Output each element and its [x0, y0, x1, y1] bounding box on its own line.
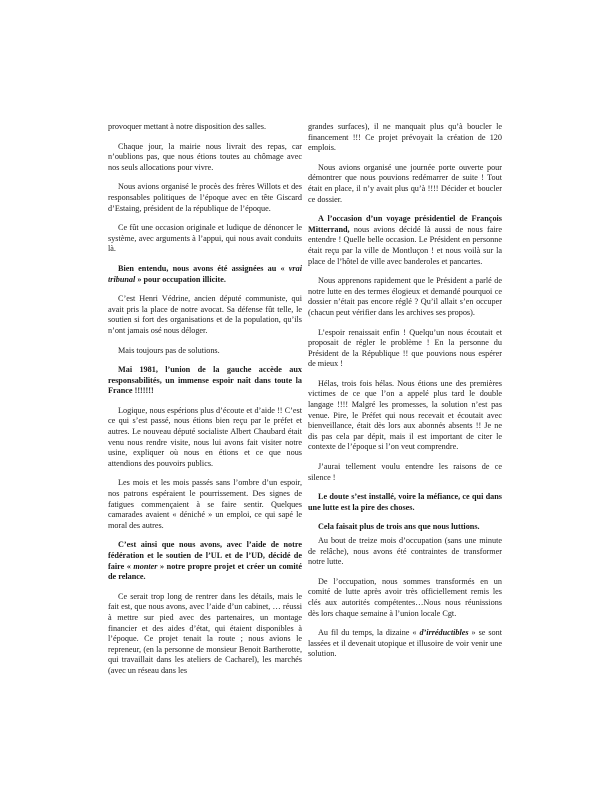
- italic-text: d’irréductibles: [419, 628, 469, 638]
- paragraph: Nous avions organisé une journée porte ouverte pour démontrer que nous pouvions redémarrer de suite ! Tout était en place, il n’y avait plus qu’à !!!! Décider et boucler ce dossier.: [308, 162, 502, 204]
- paragraph: grandes surfaces), il ne manquait plus qu’à boucler le financement !!! Ce projet prévoyait la création de 120 emplois.: [308, 122, 502, 153]
- paragraph: Logique, nous espérions plus d’écoute et d’aide !! C’est ce qui s’est passé, nous étions bien reçu par le préfet et autres. Le nouveau député socialiste Albert Chaubard était venu nous rendre visite, nous lui avons fait visiter notre usine, expliquer où nous en étions et ce que nous attendions des pouvoirs publics.: [108, 405, 302, 468]
- text-run: C’est ainsi que nous avons, avec l’aide de notre fédération et le soutien de l’UL et de l’UD, décidé de faire «: [108, 540, 302, 571]
- paragraph: L’espoir renaissait enfin ! Quelqu’un nous écoutait et proposait de régler le problème ! En la personne du Président de la République !! que pouvions nous espérer de mieux !: [308, 327, 502, 369]
- text-run: Au fil du temps, la dizaine «: [318, 628, 420, 638]
- text-run: » notre propre projet et créer un comité de relance.: [108, 561, 302, 582]
- paragraph: Chaque jour, la mairie nous livrait des repas, car n’oublions pas, que nous étions toutes au chômage avec nos seuls allocations pour vivre.: [108, 141, 302, 172]
- text-run: Bien entendu, nous avons été assignées au «: [118, 263, 289, 273]
- bold-paragraph: Mai 1981, l’union de la gauche accède aux responsabilités, un immense espoir naît dans toute la France !!!!!!!: [108, 365, 302, 396]
- paragraph: J’aurai tellement voulu entendre les raisons de ce silence !: [308, 462, 502, 482]
- bold-paragraph: Cela faisait plus de trois ans que nous luttions.: [318, 522, 480, 532]
- paragraph: [308, 214, 502, 267]
- paragraph: Ce serait trop long de rentrer dans les détails, mais le fait est, que nous avons, avec l’aide d’un cabinet, … réussi à mettre sur pied avec des partenaires, un montage financier et des aides d’état, qui étaient disponibles à l’époque. Ce projet tenait la route ; nous avions le repreneur, (en la personne de monsieur Benoit Bartherotte, qui travaillait dans les ateliers de Cacharel), les marchés (avec un réseau dans les: [108, 591, 302, 675]
- paragraph: [308, 628, 502, 660]
- left-column: [108, 122, 302, 686]
- paragraph: Mais toujours pas de solutions.: [118, 345, 220, 355]
- paragraph: Nous avions organisé le procès des frères Willots et des responsables politiques de l’époque avec en tête Giscard d’Estaing, président de la république de l’époque.: [108, 182, 302, 213]
- paragraph: Nous apprenons rapidement que le Président a parlé de notre lutte en des termes élogieux et demandé pourquoi ce dossier n’était pas encore réglé ? Qu’il allait s’en occuper (chacun peut vérifier dans les archives ses propos).: [308, 276, 502, 317]
- bold-paragraph: [108, 540, 302, 582]
- paragraph: De l’occupation, nous sommes transformés en un comité de lutte après avoir très officiellement remis les clés aux autorités compétentes…Nous nous réunissions dès lors chaque semaine à l’union locale Cgt.: [308, 576, 502, 618]
- text-run: » pour occupation illicite.: [135, 274, 226, 284]
- paragraph: provoquer mettant à notre disposition des salles.: [108, 122, 267, 131]
- italic-text: monter: [133, 561, 158, 571]
- bold-text: A l’occasion d’un voyage présidentiel de François Mitterrand,: [308, 214, 502, 234]
- text-run: » se sont lassées et il devenait utopique et illusoire de voir venir une solution.: [308, 628, 503, 659]
- paragraph: Hélas, trois fois hélas. Nous étions une des premières victimes de ce que l’on a appelé plus tard le double langage !!!! Malgré les promesses, la solution n’est pas venue. Pire, le Préfet qui nous recevait et écoutait avec bienveillance, était dès lors aux abonnés absents !! Je ne dis pas cela par dépit, mais il est important de citer le contexte de l’époque si l’on veut comprendre.: [308, 378, 502, 452]
- paragraph: Les mois et les mois passés sans l’ombre d’un espoir, nos patrons espéraient le pourrissement. Des signes de fatigues commençaient à se faire sentir. Quelques camarades avaient « déniché » un emploi, ce qui sapé le moral des autres.: [108, 478, 302, 530]
- paragraph: C’est Henri Védrine, ancien député communiste, qui avait pris la place de notre avocat. Sa défense fût telle, le soutien si fort des organisations et de la population, qu’ils n’ont jamais osé nous déloger.: [108, 294, 302, 335]
- bold-paragraph: [108, 264, 302, 285]
- right-column: [308, 122, 502, 669]
- paragraph: Ce fût une occasion originale et ludique de dénoncer le système, avec arguments à l’appui, qui nous avait conduits là.: [108, 223, 302, 254]
- text-run: nous avions décidé là aussi de nous faire entendre ! Quelle belle occasion. Le Président en personne était reçu par la ville de Montluçon ! et nous voilà sur la place de l’hôtel de ville avec banderoles et pancartes.: [308, 224, 502, 266]
- italic-text: vrai tribunal: [108, 263, 302, 284]
- paragraph: Au bout de treize mois d’occupation (sans une minute de relâche), nous avons été contraintes de transformer notre lutte.: [308, 536, 502, 567]
- bold-paragraph: Le doute s’est installé, voire la méfiance, ce qui dans une lutte est la pire des choses.: [308, 492, 502, 512]
